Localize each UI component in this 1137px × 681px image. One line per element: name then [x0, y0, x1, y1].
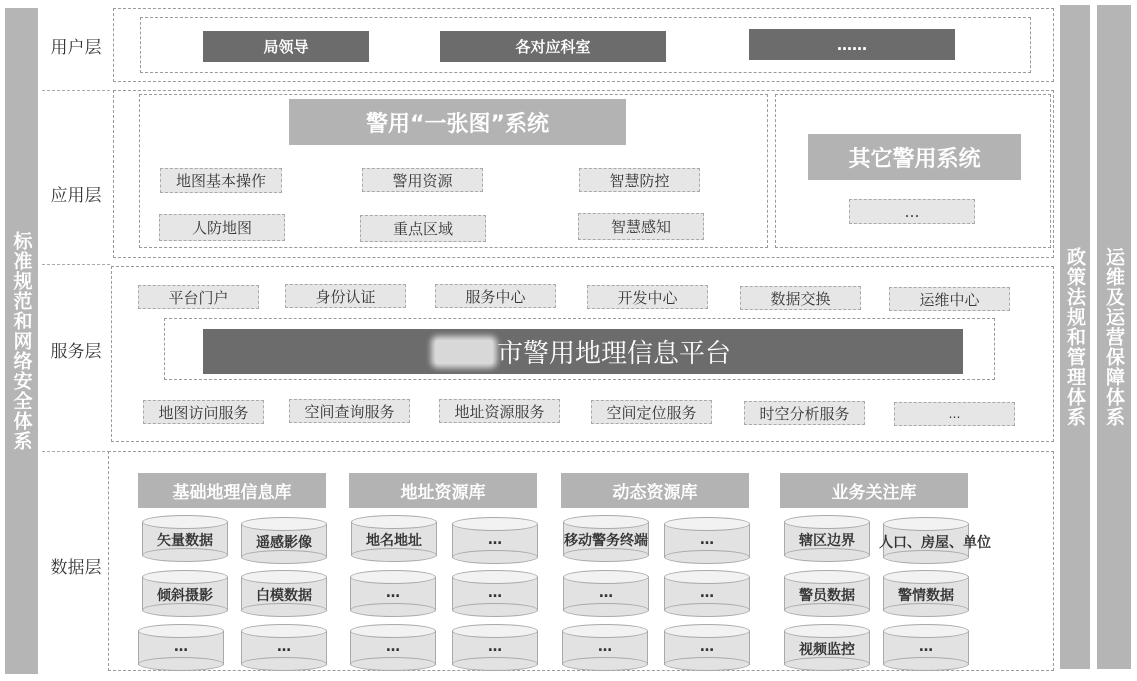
standards-security-bar	[5, 8, 38, 674]
database-cylinder	[350, 624, 436, 672]
service-item-label: 数据交换	[770, 289, 831, 308]
data-group-title-text: 业务关注库	[831, 483, 917, 503]
database-cylinder	[664, 570, 750, 618]
app-module-label: 智慧感知	[610, 218, 671, 236]
database-cylinder	[241, 624, 327, 672]
database-cylinder	[563, 570, 649, 618]
other-systems-title	[808, 134, 1021, 180]
database-cylinder	[452, 624, 538, 672]
service-item-label: …	[948, 407, 961, 421]
service-item-label: 空间查询服务	[304, 402, 395, 421]
database-label: …	[700, 585, 714, 601]
service-item	[143, 400, 264, 424]
app-module	[362, 168, 483, 192]
police-map-system-title	[289, 99, 626, 145]
service-item-label: 服务中心	[465, 287, 526, 306]
database-label: …	[599, 585, 613, 601]
database-label: 倾斜摄影	[157, 588, 213, 604]
service-item	[439, 399, 560, 423]
service-portal-item	[435, 284, 556, 308]
database-cylinder	[664, 517, 750, 565]
app-module	[579, 168, 700, 192]
database-label: …	[174, 639, 188, 655]
database-label: …	[488, 585, 502, 601]
operations-support-label: 运维及运营保障体系	[1103, 247, 1125, 427]
separator-1	[42, 90, 110, 91]
user-item-label: 各对应科室	[515, 38, 591, 56]
database-cylinder	[883, 624, 969, 672]
database-label: …	[700, 639, 714, 655]
database-cylinder	[142, 515, 228, 563]
user-item-label: ……	[837, 35, 867, 54]
other-systems-more	[849, 199, 975, 224]
service-item-label: 地址资源服务	[454, 402, 545, 421]
data-group-title	[349, 473, 537, 508]
service-item-label: 开发中心	[617, 288, 678, 307]
policy-management-label: 政策法规和管理体系	[1064, 247, 1086, 427]
service-item-label: 身份认证	[315, 287, 376, 306]
user-layer-label: 用户层	[50, 38, 102, 58]
service-item-label: 空间定位服务	[606, 403, 697, 422]
app-module-label: 地图基本操作	[175, 172, 266, 190]
data-group-title-text: 基础地理信息库	[172, 483, 292, 503]
data-group-title	[138, 473, 326, 508]
database-label: …	[598, 639, 612, 655]
operations-support-bar	[1097, 5, 1131, 669]
database-cylinder	[784, 570, 870, 618]
service-item	[894, 402, 1015, 426]
app-module-label: 人防地图	[191, 219, 252, 237]
database-cylinder	[241, 570, 327, 618]
database-label: …	[700, 532, 714, 548]
database-cylinder	[452, 570, 538, 618]
database-label: …	[386, 639, 400, 655]
other-systems-more-text: …	[904, 202, 920, 221]
service-portal-item	[138, 285, 259, 309]
database-label: …	[488, 532, 502, 548]
database-label: 矢量数据	[157, 533, 213, 549]
other-systems-title-text: 其它警用系统	[848, 146, 981, 172]
service-item-label: 时空分析服务	[759, 404, 850, 423]
service-item	[289, 399, 410, 423]
data-layer-label: 数据层	[50, 558, 102, 578]
police-map-system-title-text: 警用“一张图”系统	[366, 111, 549, 137]
service-item-label: 运维中心	[919, 290, 980, 309]
service-layer-label: 服务层	[50, 342, 102, 362]
database-label: 白模数据	[256, 588, 312, 604]
database-label: 遥感影像	[256, 535, 312, 551]
database-label: 人口、房屋、单位	[879, 535, 991, 551]
service-portal-item	[587, 285, 708, 309]
database-cylinder	[138, 624, 224, 672]
app-module-label: 智慧防控	[609, 171, 670, 190]
database-cylinder	[351, 515, 437, 563]
service-item-label: 地图访问服务	[158, 403, 249, 422]
database-label: …	[277, 639, 291, 655]
database-label: 辖区边界	[799, 533, 855, 549]
database-label: 移动警务终端	[564, 533, 648, 549]
database-label: 地名地址	[366, 533, 422, 549]
app-module-label: 重点区域	[392, 220, 453, 238]
separator-3	[42, 451, 110, 452]
database-cylinder	[664, 624, 750, 672]
service-item	[744, 401, 865, 425]
service-portal-item	[740, 286, 861, 310]
app-module	[578, 213, 704, 240]
database-cylinder	[142, 570, 228, 618]
database-cylinder	[350, 570, 436, 618]
service-item	[591, 400, 712, 424]
platform-title: 市警用地理信息平台	[496, 339, 731, 369]
service-item-label: 平台门户	[168, 288, 229, 307]
database-label: 警情数据	[898, 588, 954, 604]
data-group-title-text: 动态资源库	[612, 483, 698, 503]
database-cylinder	[883, 570, 969, 618]
database-cylinder	[562, 624, 648, 672]
separator-2	[42, 264, 110, 265]
app-module-label: 警用资源	[392, 171, 453, 190]
database-cylinder	[784, 515, 870, 563]
data-group-title	[780, 473, 968, 508]
database-label: 视频监控	[799, 642, 855, 658]
user-item	[203, 31, 369, 62]
app-module	[160, 168, 282, 193]
app-layer-label: 应用层	[50, 186, 102, 206]
app-module	[360, 215, 486, 242]
user-item-label: 局领导	[263, 38, 309, 56]
policy-management-bar	[1060, 5, 1090, 669]
data-group-title	[561, 473, 749, 508]
database-cylinder	[563, 515, 649, 563]
service-portal-item	[285, 284, 406, 308]
database-cylinder	[241, 517, 327, 565]
user-item	[749, 29, 955, 60]
database-label: …	[386, 585, 400, 601]
database-cylinder	[784, 624, 870, 672]
platform-banner	[203, 329, 963, 374]
database-label: …	[488, 639, 502, 655]
data-group-title-text: 地址资源库	[400, 483, 486, 503]
standards-security-label: 标准规范和网络安全体系	[10, 231, 33, 451]
redacted-city-name	[435, 340, 493, 364]
database-label: 警员数据	[799, 588, 855, 604]
user-item	[440, 31, 666, 62]
database-cylinder	[452, 517, 538, 565]
app-module	[159, 214, 285, 241]
database-cylinder	[879, 517, 991, 565]
database-label: …	[919, 639, 933, 655]
service-portal-item	[889, 287, 1010, 311]
